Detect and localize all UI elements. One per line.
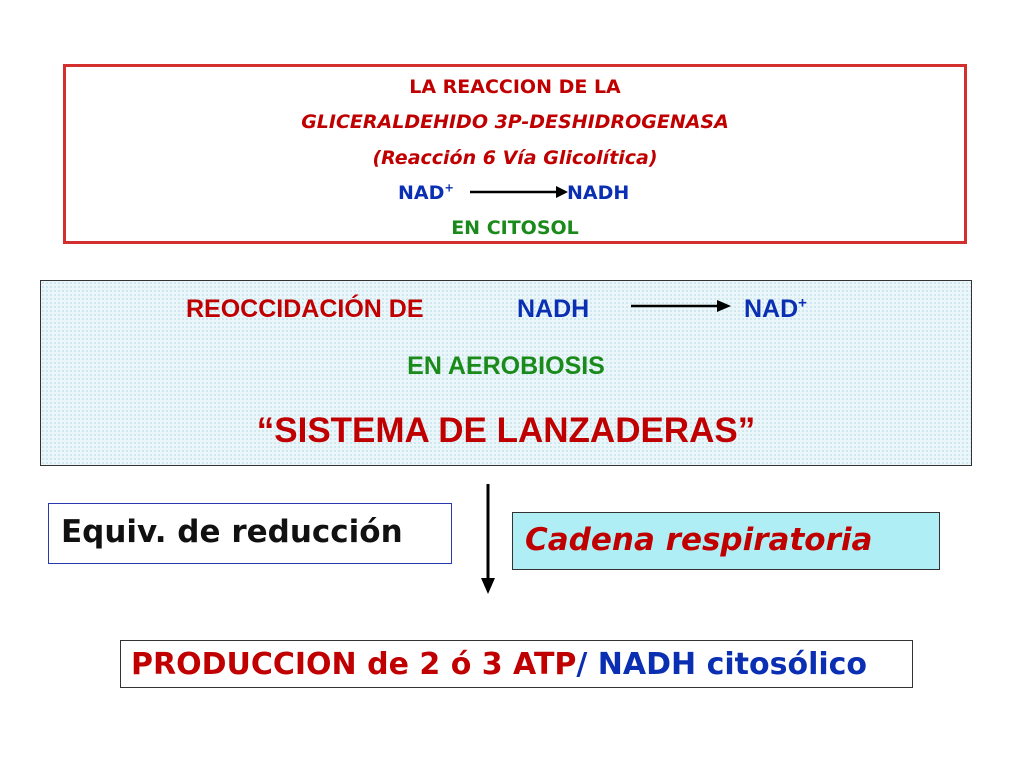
- atp-yield-label: PRODUCCION de 2 ó 3 ATP: [131, 647, 577, 682]
- production-text: [131, 647, 867, 682]
- condition-label: EN AEROBIOSIS: [407, 352, 605, 380]
- nadh-source-label: / NADH citosólico: [576, 647, 868, 682]
- reoxidation-prefix: REOCCIDACIÓN DE: [186, 295, 424, 323]
- equiv-box: [48, 503, 452, 564]
- reaction-box: [63, 64, 967, 244]
- reoxidation-equation: [41, 295, 971, 327]
- production-box: [120, 640, 913, 688]
- reactant-label: NADH: [517, 295, 590, 323]
- reaction-subtitle: (Reacción 6 Vía Glicolítica): [372, 147, 658, 169]
- arrow-right-icon: [631, 297, 731, 315]
- reaction-heading: LA REACCION DE LA: [409, 76, 621, 98]
- location-label: EN CITOSOL: [451, 217, 579, 239]
- arrow-down-icon: [474, 484, 502, 596]
- equiv-label: Equiv. de reducción: [61, 514, 403, 550]
- reactant-label: NAD+: [398, 180, 454, 204]
- reaction-equation: [66, 182, 964, 204]
- respiratory-chain-box: [512, 512, 940, 570]
- product-label: NADH: [567, 182, 630, 204]
- enzyme-name: GLICERALDEHIDO 3P-DESHIDROGENASA: [301, 111, 729, 133]
- shuttle-system-title: “SISTEMA DE LANZADERAS”: [256, 411, 756, 450]
- respiratory-chain-label: Cadena respiratoria: [525, 522, 873, 558]
- arrow-right-icon: [470, 184, 568, 200]
- product-label: NAD+: [744, 294, 807, 323]
- shuttle-box: [40, 280, 972, 466]
